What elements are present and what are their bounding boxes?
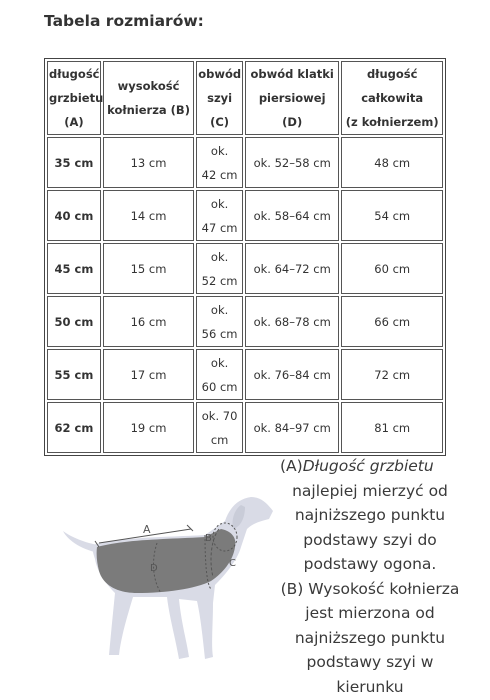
- cell-back-length: 50 cm: [47, 296, 101, 347]
- measurement-description: [280, 454, 460, 699]
- cell-chest-girth: ok. 68–78 cm: [245, 296, 339, 347]
- cell-total-length: 72 cm: [341, 349, 443, 400]
- header-chest-girth: obwód klatki piersiowej (D): [245, 61, 339, 135]
- label-d: D: [150, 563, 158, 574]
- table-row: [47, 349, 443, 400]
- table-row: [47, 243, 443, 294]
- table-row: [47, 402, 443, 453]
- cell-collar-height: 15 cm: [103, 243, 194, 294]
- description-a-text: najlepiej mierzyć od najniższego punktu podstawy szyi do podstawy ogona.: [292, 481, 448, 573]
- cell-chest-girth: ok. 52–58 cm: [245, 137, 339, 188]
- cell-total-length: 66 cm: [341, 296, 443, 347]
- cell-total-length: 81 cm: [341, 402, 443, 453]
- table-row: [47, 296, 443, 347]
- header-neck-girth: obwód szyi (C): [196, 61, 243, 135]
- header-collar-height: wysokość kołnierza (B): [103, 61, 194, 135]
- cell-neck-girth: ok. 42 cm: [196, 137, 243, 188]
- label-c: C: [229, 558, 236, 569]
- cell-total-length: 54 cm: [341, 190, 443, 241]
- cell-neck-girth: ok. 52 cm: [196, 243, 243, 294]
- header-total-length: długość całkowita (z kołnierzem): [341, 61, 443, 135]
- page-title: Tabela rozmiarów:: [44, 12, 204, 30]
- description-a: (A)Długość grzbietu: [280, 457, 434, 475]
- table-row: [47, 137, 443, 188]
- cell-neck-girth: ok. 56 cm: [196, 296, 243, 347]
- cell-collar-height: 17 cm: [103, 349, 194, 400]
- table-row: [47, 190, 443, 241]
- cell-chest-girth: ok. 76–84 cm: [245, 349, 339, 400]
- cell-chest-girth: ok. 64–72 cm: [245, 243, 339, 294]
- cell-back-length: 62 cm: [47, 402, 101, 453]
- label-b: B: [205, 533, 212, 544]
- cell-chest-girth: ok. 84–97 cm: [245, 402, 339, 453]
- cell-collar-height: 19 cm: [103, 402, 194, 453]
- header-back-length: długość grzbietu (A): [47, 61, 101, 135]
- cell-back-length: 55 cm: [47, 349, 101, 400]
- cell-collar-height: 14 cm: [103, 190, 194, 241]
- cell-neck-girth: ok. 47 cm: [196, 190, 243, 241]
- cell-collar-height: 16 cm: [103, 296, 194, 347]
- cell-chest-girth: ok. 58–64 cm: [245, 190, 339, 241]
- label-a: A: [143, 523, 151, 536]
- cell-back-length: 40 cm: [47, 190, 101, 241]
- cell-collar-height: 13 cm: [103, 137, 194, 188]
- dog-measurement-diagram: [55, 485, 285, 675]
- cell-neck-girth: ok. 70 cm: [196, 402, 243, 453]
- description-b-text: (B) Wysokość kołnierza jest mierzona od najniższego punktu podstawy szyi w kierunku: [280, 579, 460, 696]
- cell-back-length: 35 cm: [47, 137, 101, 188]
- cell-total-length: 48 cm: [341, 137, 443, 188]
- cell-total-length: 60 cm: [341, 243, 443, 294]
- size-table: [44, 58, 446, 456]
- cell-neck-girth: ok. 60 cm: [196, 349, 243, 400]
- cell-back-length: 45 cm: [47, 243, 101, 294]
- table-header-row: [47, 61, 443, 135]
